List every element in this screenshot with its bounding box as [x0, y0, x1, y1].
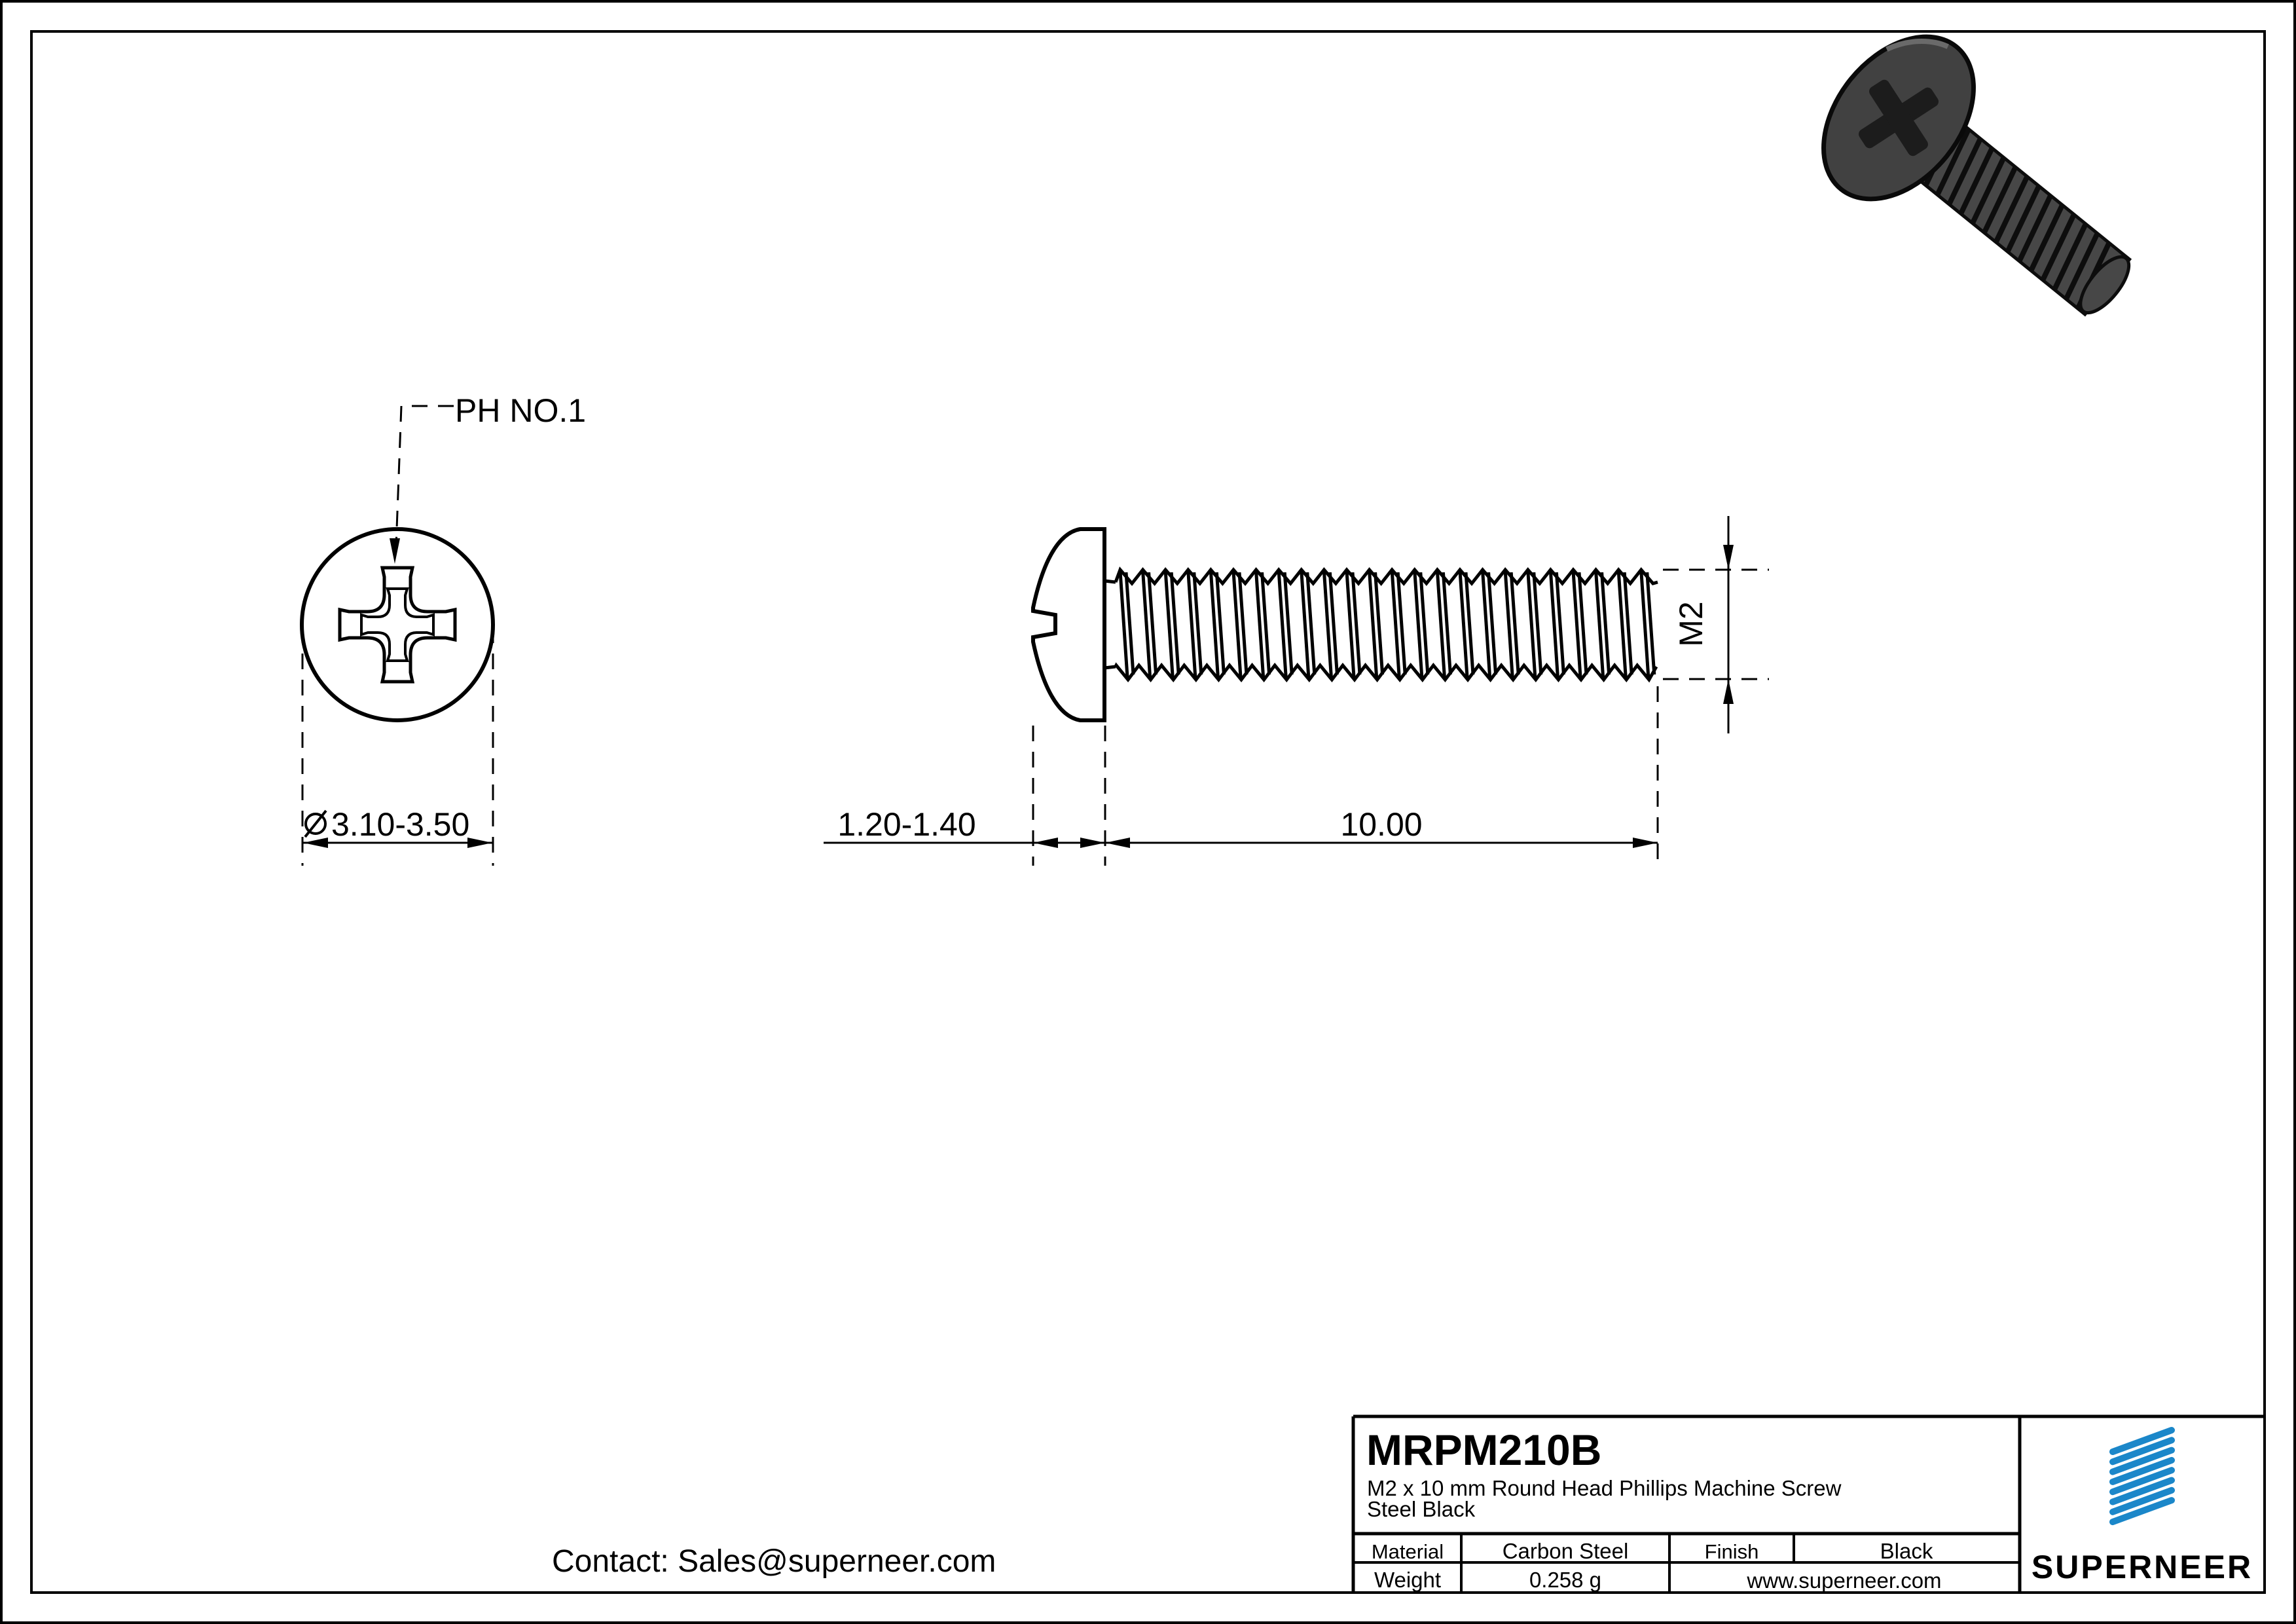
thread-length-value: 10.00: [1340, 806, 1423, 843]
weight-value: 0.258 g: [1529, 1568, 1602, 1592]
head-outline-side: [1033, 529, 1104, 720]
dimension-arrow: [467, 838, 492, 848]
dimension-arrow: [303, 838, 328, 848]
superneer-logo: [2113, 1430, 2172, 1522]
website-link[interactable]: www.superneer.com: [1747, 1568, 1942, 1593]
dimension-arrow: [1723, 679, 1734, 704]
phillips-recess-outer: [340, 568, 455, 682]
head-outline-front: [302, 529, 493, 720]
thread-profile: [1116, 570, 1658, 680]
screw-3d-render: [1793, 8, 2174, 365]
front-view: [302, 392, 586, 866]
brand-name: SUPERNEER: [2031, 1549, 2253, 1585]
head-diameter-value: 3.10-3.50: [331, 806, 470, 843]
drive-label: PH NO.1: [455, 392, 587, 429]
neck-line: [1104, 581, 1116, 582]
dimension-arrow: [1105, 838, 1130, 848]
dimension-arrow: [1033, 838, 1058, 848]
phillips-recess-inner: [361, 589, 433, 661]
head-height-value: 1.20-1.40: [837, 806, 976, 843]
diameter-symbol: [305, 811, 326, 837]
thread-size-value: M2: [1673, 601, 1709, 647]
material-label: Material: [1371, 1540, 1444, 1563]
part-subtitle: Steel Black: [1367, 1497, 1476, 1521]
finish-label: Finish: [1704, 1540, 1759, 1563]
drive-leader-arrow: [390, 538, 400, 564]
side-view: [824, 516, 1769, 866]
part-description: M2 x 10 mm Round Head Phillips Machine Screw: [1367, 1476, 1842, 1500]
title-block: [1353, 1416, 2264, 1593]
drive-leader-line: [396, 406, 454, 547]
contact-email[interactable]: Contact: Sales@superneer.com: [552, 1544, 996, 1579]
finish-value: Black: [1880, 1539, 1933, 1563]
part-number: MRPM210B: [1366, 1426, 1602, 1474]
neck-line: [1104, 667, 1116, 668]
material-value: Carbon Steel: [1502, 1539, 1629, 1563]
dimension-arrow: [1633, 838, 1658, 848]
dimension-arrow: [1723, 545, 1734, 570]
dimension-arrow: [1080, 838, 1105, 848]
weight-label: Weight: [1374, 1568, 1442, 1592]
